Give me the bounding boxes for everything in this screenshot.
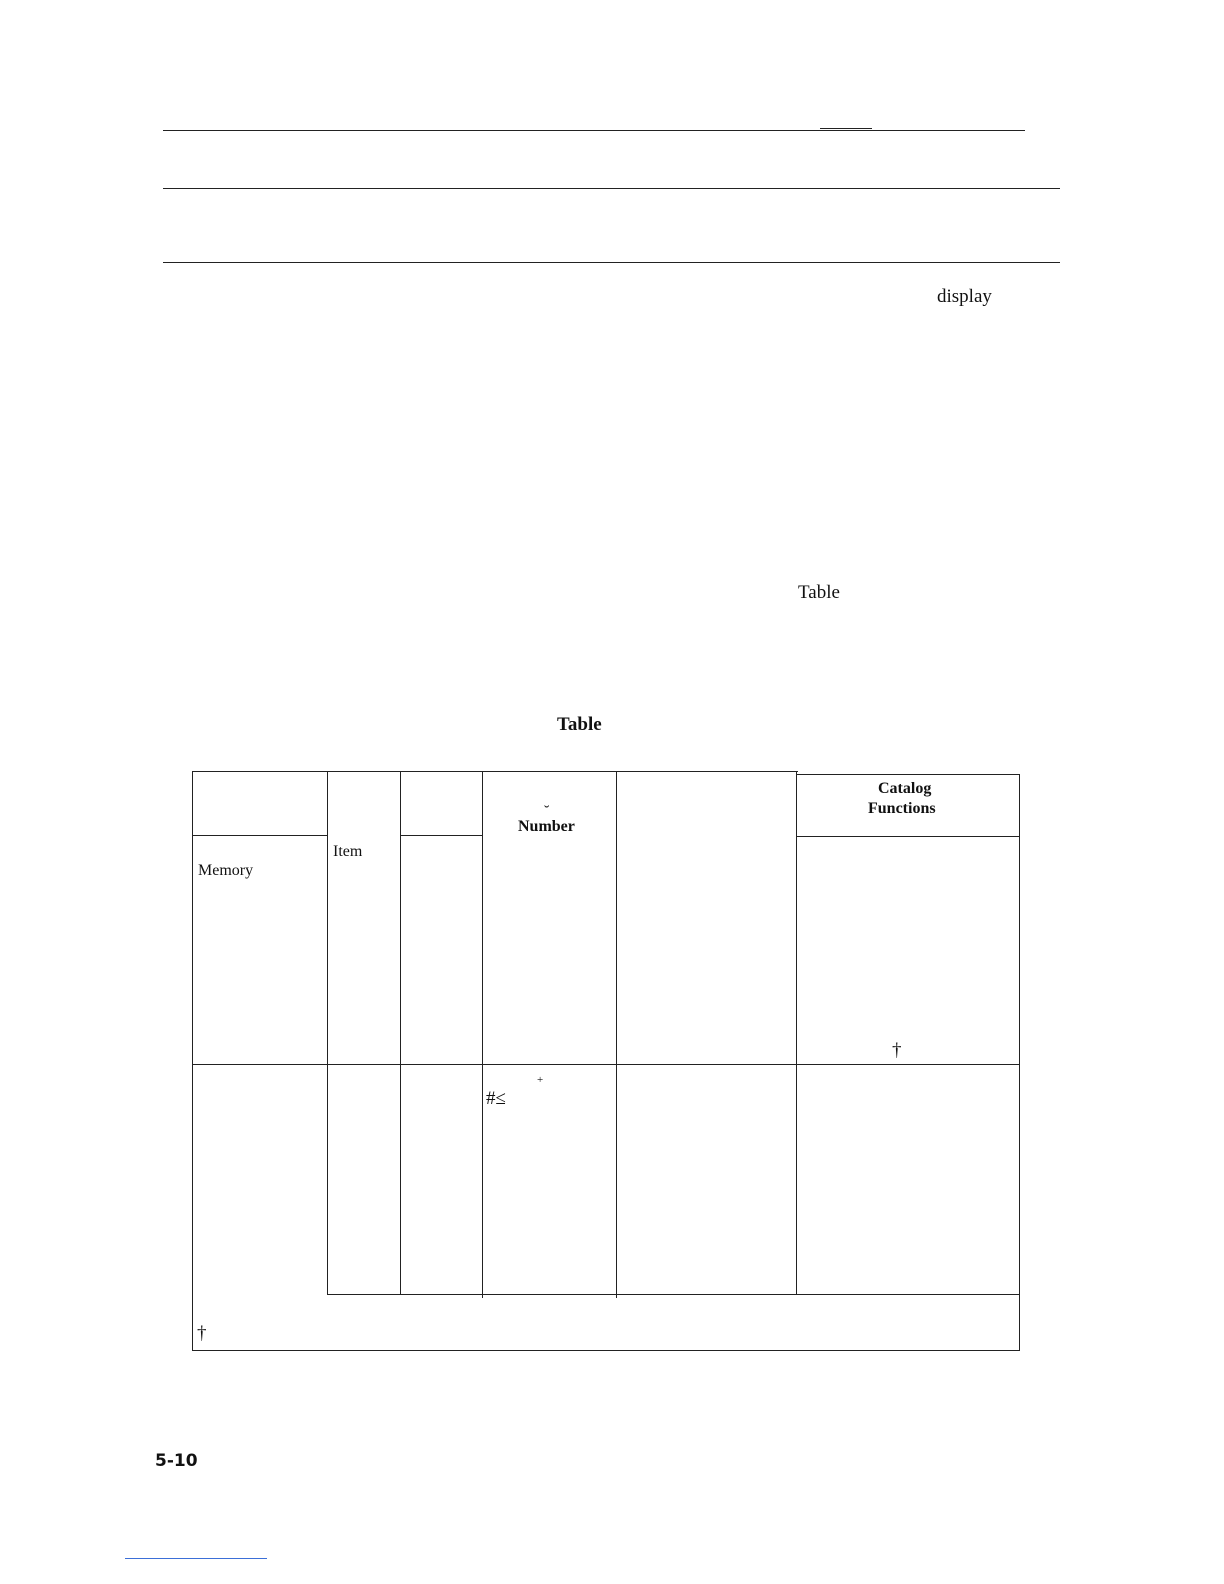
table-border-top-left <box>192 771 798 772</box>
row2-col4-mark: + <box>537 1074 544 1086</box>
table-col-sep-2 <box>400 771 401 1294</box>
top-rule-1 <box>163 130 1025 131</box>
top-rule-2 <box>163 188 1060 189</box>
link-underline <box>125 1558 267 1559</box>
row1-col6-dagger: † <box>892 1040 902 1061</box>
table-border-top-right <box>797 774 1020 775</box>
table-header-rule-b <box>400 835 483 836</box>
table-col-sep-1 <box>327 771 328 1294</box>
table-border-right <box>1019 774 1020 1351</box>
table-row-rule-2 <box>327 1294 803 1295</box>
table-col-sep-4 <box>616 771 617 1298</box>
top-rule-3 <box>163 262 1060 263</box>
table-header-rule-c <box>796 836 1020 837</box>
row1-col1: Memory <box>198 862 254 879</box>
body-text-table-reference: Table <box>798 582 840 603</box>
table-col-sep-3 <box>482 771 483 1298</box>
table-footnote-dagger: † <box>197 1323 207 1344</box>
table-border-left <box>192 771 193 1351</box>
table-caption: Table <box>557 714 602 735</box>
row2-col4-text: #≤ <box>486 1088 506 1109</box>
table-border-bottom <box>192 1350 1020 1351</box>
body-text-display: display <box>937 286 992 307</box>
table-col-sep-5 <box>796 771 797 1294</box>
table-header-rule-a <box>192 835 328 836</box>
table-row-rule-2b <box>796 1294 1020 1295</box>
header-number: Number <box>518 818 575 835</box>
header-catalog: Catalog <box>878 780 932 797</box>
page-number: 5-10 <box>155 1451 198 1471</box>
header-functions: Functions <box>868 800 936 817</box>
top-rule-1-accent <box>820 128 872 129</box>
table-row-rule-1 <box>192 1064 1020 1065</box>
row1-col2: Item <box>333 843 363 860</box>
header-number-mark: ˘ <box>544 803 550 820</box>
